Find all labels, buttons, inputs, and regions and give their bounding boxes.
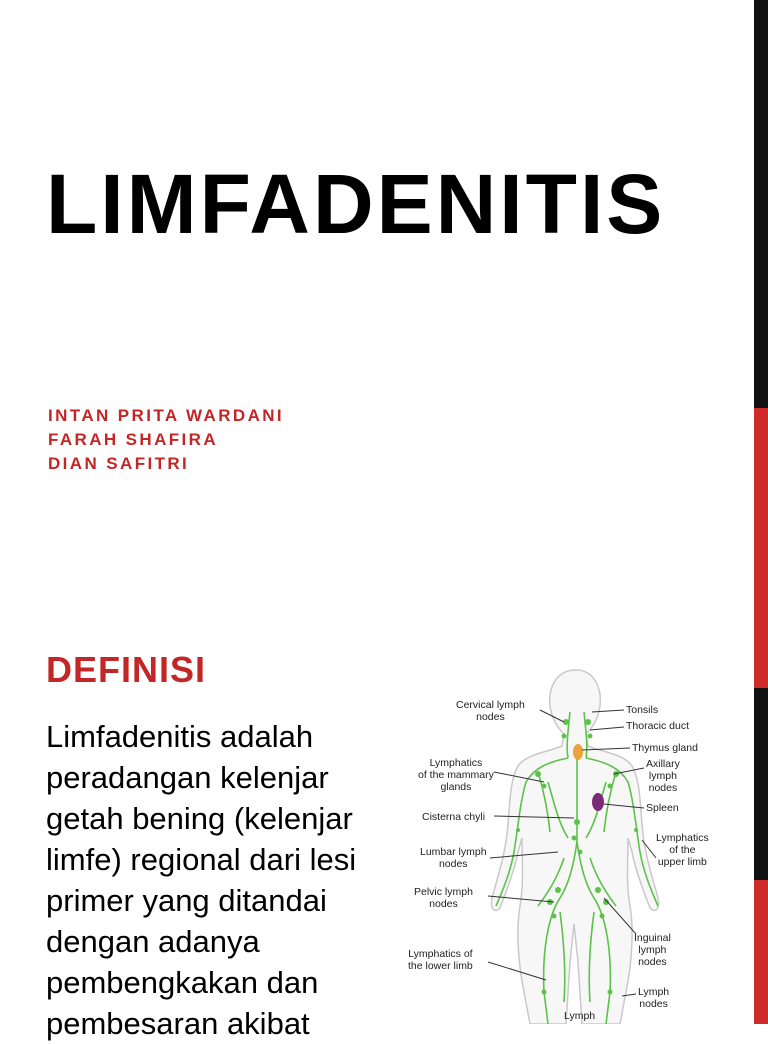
label-lymph-nodes: Lymph nodes (638, 986, 670, 1010)
thymus-gland (573, 744, 583, 760)
label-axillary-lymph-nodes: Axillary lymph nodes (646, 758, 680, 794)
label-cisterna-chyli: Cisterna chyli (422, 811, 486, 823)
label-thoracic-duct: Thoracic duct (626, 720, 690, 732)
label-lumbar-lymph-nodes: Lumbar lymph nodes (420, 846, 487, 870)
spleen (592, 793, 604, 811)
author-name: FARAH SHAFIRA (48, 430, 219, 449)
label-cervical-lymph-nodes: Cervical lymph nodes (456, 699, 525, 723)
definition-text: Limfadenitis adalah peradangan kelenjar getah bening (kelenjar limfe) regional dari lesi primer yang ditandai dengan adanya pembengkakan dan pembesaran akibat (46, 719, 357, 1041)
slide-edge-accent (754, 408, 768, 688)
lymphatic-system-illustration (398, 662, 754, 1024)
label-mammary-lymphatics: Lymphatics of the mammary glands (418, 757, 494, 793)
author-name: DIAN SAFITRI (48, 454, 190, 473)
label-upper-limb-lymphatics: Lymphatics of the upper limb (656, 832, 709, 868)
author-list (48, 404, 284, 476)
label-lower-limb-lymphatics: Lymphatics of the lower limb (408, 948, 473, 972)
author-name: INTAN PRITA WARDANI (48, 406, 285, 425)
label-tonsils: Tonsils (626, 704, 659, 716)
slide-edge-accent (754, 880, 768, 1024)
definition-heading: DEFINISI (46, 649, 207, 690)
label-inguinal-lymph-nodes: Inguinal lymph nodes (634, 932, 671, 968)
slide-title: LIMFADENITIS (46, 157, 666, 251)
label-thymus-gland: Thymus gland (632, 742, 698, 754)
label-pelvic-lymph-nodes: Pelvic lymph nodes (414, 886, 473, 910)
label-lymph: Lymph (564, 1010, 596, 1022)
label-spleen: Spleen (646, 802, 679, 814)
